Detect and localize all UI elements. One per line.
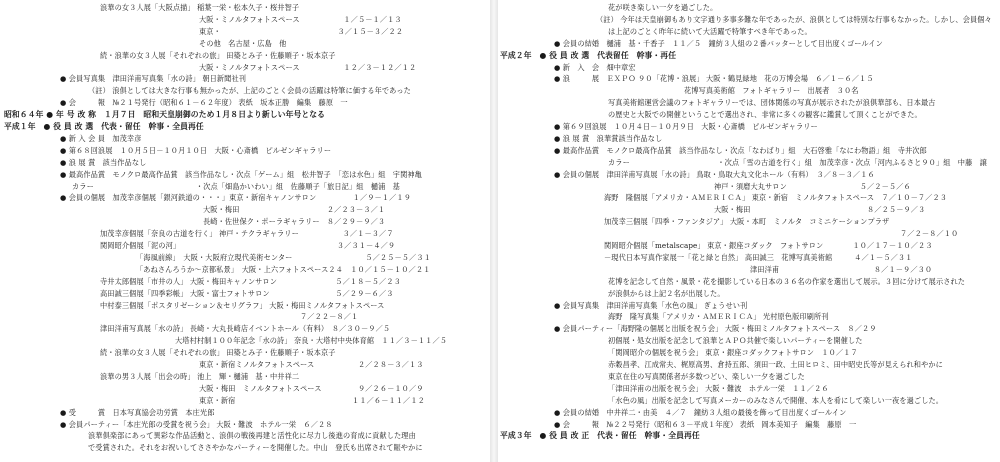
text-line: ● 会員の個展 津田洋甫写真展「水の詩」 鳥取・鳥取大丸文化ホール（有料） ３／８－３／１６ xyxy=(554,169,875,179)
year-heading-line: 平成３年 ● 役 員 改 正 代表・留任 幹事・全員再任 xyxy=(500,431,700,441)
text-line: 「水色の風」出版を記念して写真メーカーのみなさんで開催、本人を肴にして楽しい一夜を過ごした。 xyxy=(608,395,944,405)
text-line: 花が咲き楽しい一夕を過ごした。 xyxy=(608,3,718,12)
text-line: 花博写真美術館 フォトギャラリー 出展者 ３０名 xyxy=(684,86,859,96)
text-line: ● 会員の個展 加茂幸彦個展「銀河鉄道の・・・」東京・新宿キャノンサロン １／９－１／１９ xyxy=(60,193,411,203)
page-gutter xyxy=(490,0,498,462)
text-line: ● 会員写真集 津田洋甫写真集「水色の風」 ぎょうせい刊 xyxy=(554,300,748,310)
text-line: 東京在住の写真関係者が多数つどい、楽しい一夕を過ごした xyxy=(608,371,805,381)
text-line: 東京・ ３／１５－３／２２ xyxy=(199,26,404,36)
text-line: ● 最高作品賞 モノクロ最高作品賞 該当作品なし・次点「ゲーム」組 松井智子 「恋は水色」組 宇関神亀 xyxy=(60,169,422,179)
text-line: ● 新 入 会 員 加茂幸彦 xyxy=(60,133,142,143)
text-line: その他 名古屋・広島 他 xyxy=(199,38,287,48)
text-line: 赤穀昌孝、江成常夫、梶原高男、倉持五郎、須田一政、土田ヒロミ、田中昭史氏等が見えられ和やかに xyxy=(608,360,943,369)
text-line: 大阪・梅田 ２／２３－３／１ xyxy=(203,205,386,215)
text-line: 神戸・須磨大丸サロン ５／２－５／６ xyxy=(714,181,911,191)
text-line: 海野 隆写真集「アメリカ・ＡＭＥＲＩＣＡ」 光村原色版印刷所刊 xyxy=(608,312,829,322)
text-line: 寺井太郎個展「市井の人」 大阪・梅田キャノンサロン ５／１８－５／２３ xyxy=(100,276,401,286)
text-line: ● 浪 展 賞 該当作品なし xyxy=(60,157,147,167)
text-line: ● 浪 展 賞 浪華賞該当作品なし xyxy=(554,133,663,143)
text-line: ● 会 報 №２１号発行（昭和６１－６２年度） 表紙 坂本正勝 編集 藤原 一 xyxy=(60,98,348,108)
text-line: 初個展・処女出版を記念して浪華とＡＰＯ共催で楽しいパーティーを開催した xyxy=(608,336,863,346)
text-line: 大阪・ミノルタフォトスペース １／５－１／１３ xyxy=(199,14,402,24)
text-line: 加茂幸三個展「四季・ファンタジア」 大阪・本町 ミノルタ コミニケーションプラザ xyxy=(604,217,890,227)
text-line: ● 会員パーティー「海野隆の個展と出版を祝う会」 大阪・梅田ミノルタフォトスペース ８／２９ xyxy=(554,324,877,334)
text-line: －現代日本写真作家展一「花と緑と自然」 高田誠三 花博写真美術館 ４／１－５／３１ xyxy=(604,252,913,262)
text-line: ● 会 報 №２２号発行（昭和６３－平成１年度） 表紙 岡本美知子 編集 藤原 一 xyxy=(554,419,857,429)
text-line: 中村泰三個展「ポスタリゼーション＆セリグラフ」 大阪・梅田ミノルタフォトスペース xyxy=(100,300,385,310)
text-line: 浪華の男３人展「出会の時」 池上 輝・樋浦 基・中井祥二 xyxy=(100,371,300,381)
text-line: ● 会員写真集 津田洋甫写真集「水の詩」 朝日新聞社刊 xyxy=(60,74,247,84)
text-line: の歴史と大阪での開催ということで選出され、非常に多くの観客に鑑賞して頂くことができた。 xyxy=(608,110,922,120)
year-heading-line: 平成１年 ● 役 員 改 選 代表・留任 幹事・全員再任 xyxy=(4,122,204,131)
year-heading-line: 昭和６４年 ● 年 号 改 称 １月７日 昭和天皇崩御のため１月８日より新しい年号となる xyxy=(4,110,326,120)
text-line: 続・浪華の女３人展「それぞれの旅」 田築とみ子・佐藤順子・坂本京子 xyxy=(100,50,336,60)
text-line: ● 会員の結婚 中井祥二・由美 ４／７ 鐘紡３人組の最後を飾って目出度くゴールイン xyxy=(554,407,847,417)
text-line: 大阪・梅田 ８／２５－９／３ xyxy=(714,205,926,215)
text-line: ● 新 入 会 畑中章宏 xyxy=(554,62,636,72)
text-line: ● 第６９回浪展 １０月４日－１０月９日 大阪・心斎橋 ピルゼンギャラリー xyxy=(554,122,818,131)
left-page xyxy=(0,0,488,462)
text-line: 東京・新宿 １１／６－１１／１２ xyxy=(199,395,425,405)
text-line: ● 最高作品賞 モノクロ最高作品賞 該当作品なし・次点「なわばり」組 大石啓雅「なにわ物語」組 寺井次郎 xyxy=(554,145,927,155)
text-line: は上記のごとく昨年に続いて大活躍で特筆すべき年であった。 xyxy=(608,26,812,36)
text-line: ７／２－８／１０ xyxy=(900,229,959,239)
text-line: 関岡昭介個展「metalscape」 東京・銀座コダック フォトサロン １０／１７－１０／２３ xyxy=(604,241,933,250)
text-line: ● 会員パーティー「本庄光郎の受賞を祝う会」 大阪・難波 ホテル一栄 ６／２８ xyxy=(60,419,333,429)
text-line: 浪華俱楽部にあって異彩な作品活動と、浪俱の戦後再建と活性化に尽力し後進の育成に貢献した理由 xyxy=(88,431,416,441)
text-line: 関岡昭介個展「泥の河」 ３／３１－４／９ xyxy=(100,241,396,250)
text-line: 大塔村村制１００年記念「水の詩」 奈良・大塔村中央体育館 １１／３－１１／５ xyxy=(175,336,448,346)
text-line: （註） 浪俱としては大きな行事も無かったが、上記のごとく会員の活躍は特筆に価する年であった xyxy=(88,86,411,96)
text-line: 「関岡昭介の個展を祝う会」 東京・銀座コダックフォトサロン １０／１７ xyxy=(608,348,858,358)
text-line: 花博を記念して自然・風景・花を撮影している日本の３６名の作家を選出して展示。３回に分けて展示された xyxy=(608,276,966,286)
text-line: ● 第６８回浪展 １０月５日－１０月１０日 大阪・心斎橋 ピルゼンギャラリー xyxy=(60,145,332,155)
text-line: ● 浪 展 ＥＸＰＯ ９０「花博・浪展」 大阪・鶴見緑地 花の万博会場 ６／１－６／１５ xyxy=(554,74,874,84)
text-line: 「津田洋甫の出版を祝う会」 大阪・難波 ホテル一栄 １１／２６ xyxy=(608,383,829,393)
text-line: 長崎・佐世保ク・ポーラギャラリー ８／２９－９／３ xyxy=(203,217,386,227)
text-line: （註） 今年は天皇崩御もあり文字通り多事多難な年であったが、浪俱としては特別な行事もなかった。しかし、会員個々 xyxy=(596,14,992,24)
text-line: 東京・新宿ミノルタフォトスペース ２／２８－３／１３ xyxy=(199,360,424,369)
text-line: ● 受 賞 日本写真協会功労賞 本庄光郎 xyxy=(60,407,215,417)
text-line: 加茂幸彦個展「奈良の古道を行く」 神戸・テクラギャラリー ３／１－３／７ xyxy=(100,229,394,239)
text-line: 高田誠三個展「四季彩帳」 大阪・富士フォトサロン ５／２９－６／３ xyxy=(100,288,394,298)
text-line: が浪俱からは上記２名が出展した。 xyxy=(608,288,725,298)
text-line: で受賞された。それをお祝いしてささやかなパーティーを開催した。中山 登氏も出席されて賑やかに xyxy=(88,443,423,453)
text-line: ● 会員の結婚 樋浦 基・千香子 １１／５ 鐘紡３人組の２番バッターとして目出度くゴールイン xyxy=(554,38,883,48)
year-heading-line: 平成２年 ● 役 員 改 選 代表留任 幹事・再任 xyxy=(500,50,677,60)
right-page xyxy=(500,0,1000,462)
text-line: 「あねさんろうか～京都私景」 大阪・上六フォトスペース２４ １０／１５－１０／２１ xyxy=(136,264,431,274)
text-line: ７／２２－８／１ xyxy=(300,312,359,322)
text-line: カラー ・次点「畑島かいわい」組 佐藤順子「旅日記」組 樋浦 基 xyxy=(72,181,400,191)
text-line: 大阪・ミノルタフォトスペース １２／３－１２／１２ xyxy=(199,62,417,72)
text-line: 津田洋甫写真展「水の詩」 長崎・大丸長崎店イベントホール（有料） ８／３０－９／５ xyxy=(100,324,391,334)
text-line: 「海風前線」 大阪・大阪府立現代美術センター ５／２５－５／３１ xyxy=(136,252,431,262)
text-line: カラー ・次点「雪の古道を行く」組 加茂幸彦・次点「河内ふるさと９０」組 中藤 譲 xyxy=(608,157,987,167)
text-line: 続・浪華の女３人展「それぞれの旅」 田築とみ子・佐藤順子・坂本京子 xyxy=(100,348,336,358)
text-line: 写真美術館運営会議のフォトギャラリーでは、団体関係の写真が展示されたが浪俱華部も、日本最古 xyxy=(608,98,936,108)
text-line: 浪華の女３人展「大阪点描」 稲葉一栄・松本久子・桜井智子 xyxy=(100,3,300,12)
text-line: 海野 隆個展「アメリカ・ＡＭＥＲＩＣＡ」 東京・新宿 ミノルタフォトスペース ７／１０－７／２３ xyxy=(604,193,948,203)
text-line: 津田洋甫 ８／１－９／３０ xyxy=(750,264,933,274)
text-line: 大阪・梅田 ミノルタフォトスペース ９／２６－１０／９ xyxy=(199,383,424,393)
